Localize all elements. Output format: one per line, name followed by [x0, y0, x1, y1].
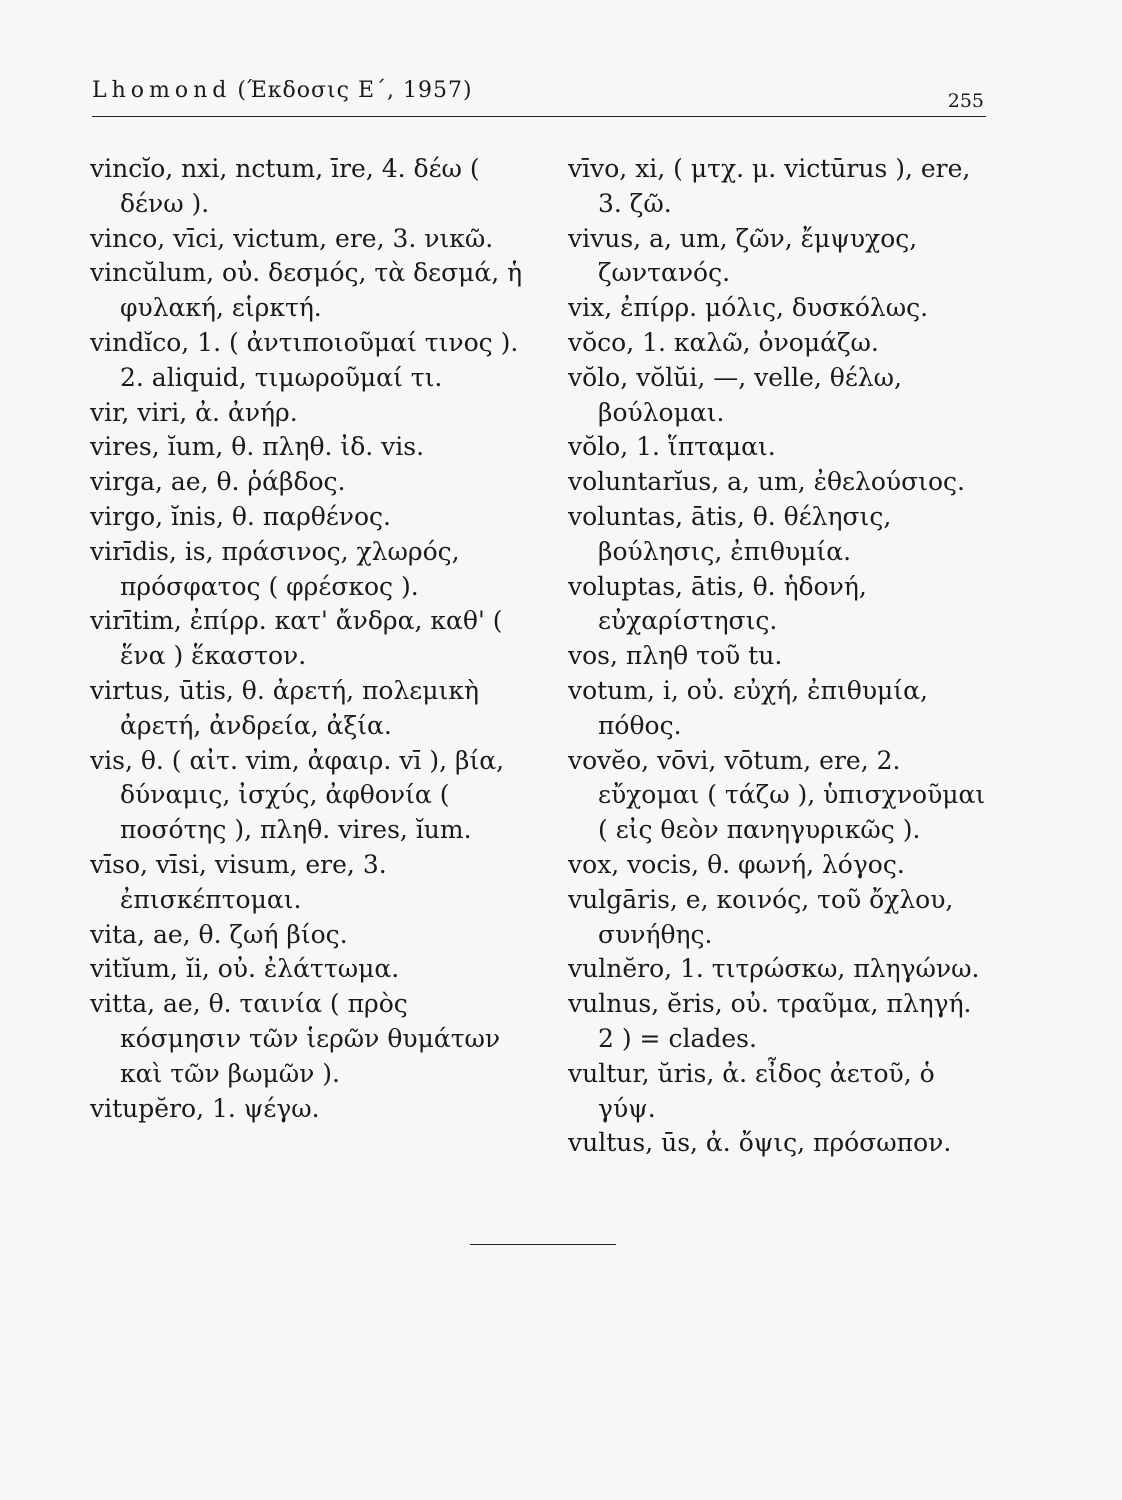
- dictionary-entry: vitta, ae, θ. ταινία ( πρὸς κόσμησιν τῶν ἱερῶν θυμάτων καὶ τῶν βωμῶν ).: [90, 989, 501, 1088]
- right-column: [568, 152, 988, 1161]
- dictionary-entry: vires, ĭum, θ. πληθ. ἰδ. vis.: [90, 432, 425, 462]
- running-header: [92, 76, 986, 117]
- running-title: [92, 78, 473, 103]
- dictionary-entry: virtus, ūtis, θ. ἀρετή, πολεμικὴ ἀρετή, ἀνδρεία, ἀξία.: [90, 675, 479, 740]
- left-column: [90, 152, 535, 1126]
- dictionary-entry: vulnĕro, 1. τιτρώσκω, πληγώνω.: [568, 954, 980, 984]
- dictionary-entry: vŏlo, 1. ἵπταμαι.: [568, 432, 776, 462]
- dictionary-entry: vīso, vīsi, visum, ere, 3. ἐπισκέπτομαι.: [90, 849, 387, 914]
- author-name: Lhomond: [92, 78, 232, 103]
- dictionary-entry: vivus, a, um, ζῶν, ἔμψυχος, ζωντανός.: [568, 223, 918, 288]
- dictionary-entry: vincĭo, nxi, nctum, īre, 4. δέω ( δένω ).: [90, 154, 480, 218]
- dictionary-entry: voluntas, ātis, θ. θέλησις, βούλησις, ἐπιθυμία.: [568, 501, 892, 566]
- dictionary-entry: vulgāris, e, κοινός, τοῦ ὄχλου, συνήθης.: [568, 884, 954, 949]
- dictionary-entry: vultus, ūs, ἀ. ὄψις, πρόσωπον.: [568, 1128, 952, 1158]
- dictionary-entry: vincŭlum, οὐ. δεσμός, τὰ δεσμά, ἡ φυλακή, εἱρκτή.: [90, 258, 523, 323]
- dictionary-entry: virga, ae, θ. ῥάβδος.: [90, 467, 346, 497]
- dictionary-entry: vis, θ. ( αἰτ. vim, ἀφαιρ. vī ), βία, δύναμις, ἰσχύς, ἀφθονία ( ποσότης ), πληθ. vires, ĭum.: [90, 745, 505, 845]
- dictionary-entry: vindĭco, 1. ( ἀντιποιοῦμαί τινος ). 2. aliquid, τιμωροῦμαί τι.: [90, 327, 519, 392]
- dictionary-entry: voluptas, ātis, θ. ἡδονή, εὐχαρίστησις.: [568, 571, 867, 636]
- dictionary-entry: vovĕo, vōvi, vōtum, ere, 2. εὔχομαι ( τάζω ), ὑπισχνοῦμαι ( εἰς θεὸν πανηγυρικῶς ).: [568, 745, 986, 845]
- dictionary-entry: vir, viri, ἀ. ἀνήρ.: [90, 397, 298, 427]
- page-number: 255: [947, 90, 984, 112]
- dictionary-entry: vulnus, ĕris, οὐ. τραῦμα, πληγή. 2 ) = clades.: [568, 989, 972, 1053]
- dictionary-entry: virīdis, is, πράσινος, χλωρός, πρόσφατος ( φρέσκος ).: [90, 536, 460, 601]
- dictionary-entry: virgo, ĭnis, θ. παρθένος.: [90, 501, 391, 531]
- dictionary-entry: vŏlo, vŏlŭi, —, velle, θέλω, βούλομαι.: [568, 362, 902, 427]
- dictionary-entry: vīvo, xi, ( μτχ. μ. victūrus ), ere, 3. ζῶ.: [568, 154, 971, 218]
- dictionary-entry: vix, ἐπίρρ. μόλις, δυσκόλως.: [568, 293, 929, 323]
- dictionary-entry: vinco, vīci, victum, ere, 3. νικῶ.: [90, 223, 494, 253]
- dictionary-entry: virītim, ἐπίρρ. κατ' ἄνδρα, καθ' ( ἕνα ) ἕκαστον.: [90, 606, 503, 671]
- edition-info: (Έκδοσις Ε΄, 1957): [237, 78, 473, 103]
- dictionary-entry: voluntarĭus, a, um, ἐθελούσιος.: [568, 467, 965, 497]
- dictionary-entry: vŏco, 1. καλῶ, ὀνομάζω.: [568, 327, 879, 357]
- dictionary-entry: vitupĕro, 1. ψέγω.: [90, 1093, 320, 1123]
- dictionary-entry: votum, i, οὐ. εὐχή, ἐπιθυμία, πόθος.: [568, 675, 928, 740]
- dictionary-entry: vultur, ŭris, ἀ. εἶδος ἀετοῦ, ὁ γύψ.: [568, 1058, 935, 1123]
- dictionary-entry: vitĭum, ĭi, οὐ. ἐλάττωμα.: [90, 954, 400, 984]
- dictionary-entry: vox, vocis, θ. φωνή, λόγος.: [568, 849, 905, 879]
- end-rule: [470, 1244, 616, 1245]
- dictionary-entry: vos, πληθ τοῦ tu.: [568, 641, 783, 671]
- dictionary-entry: vita, ae, θ. ζωή βίος.: [90, 919, 348, 949]
